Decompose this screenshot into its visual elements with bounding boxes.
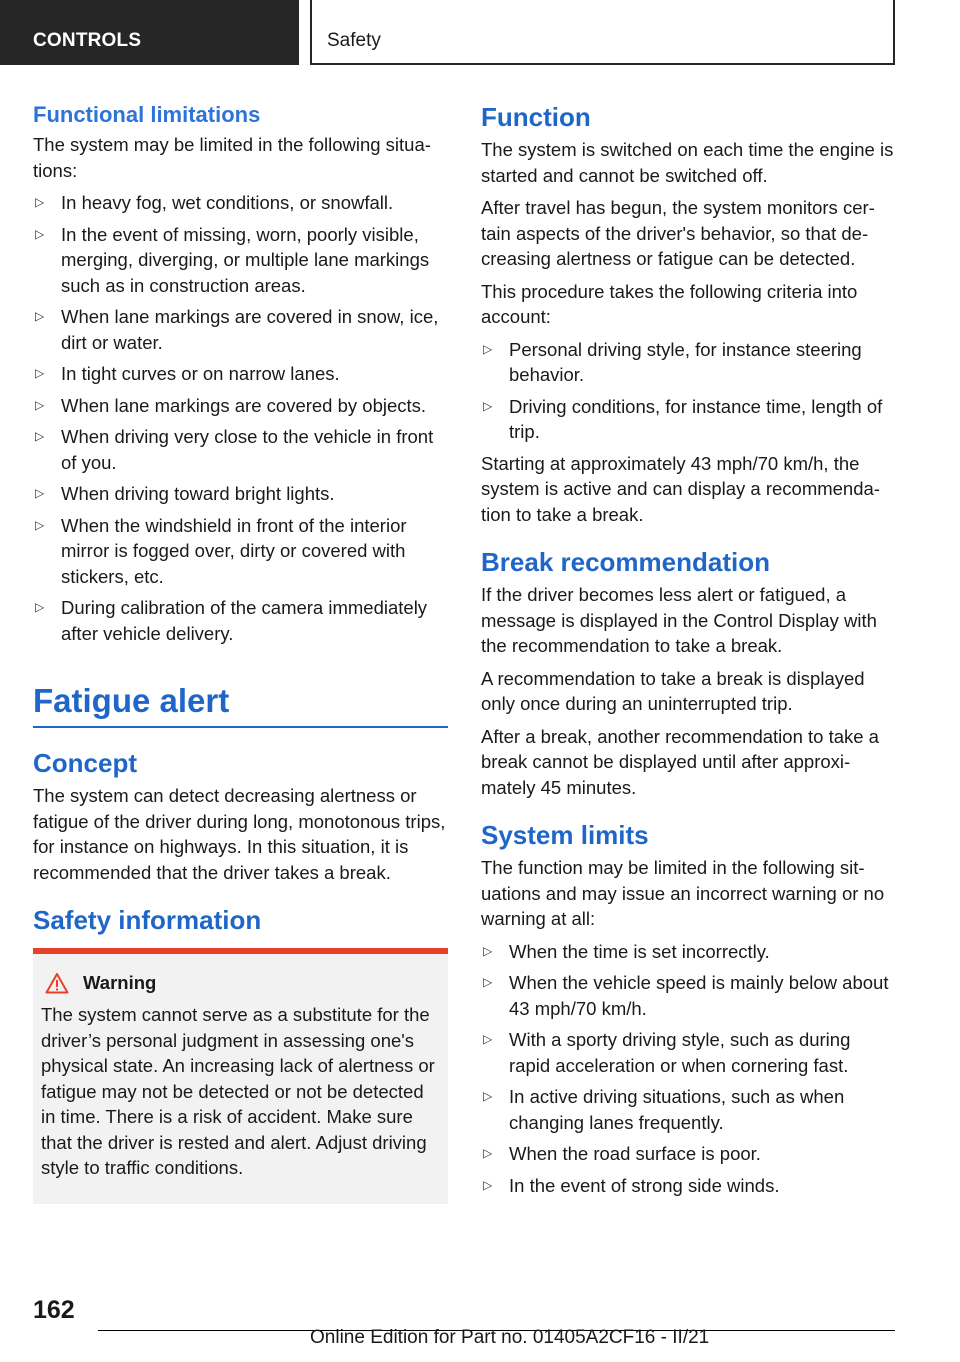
triangle-right-icon: ▷ xyxy=(35,226,45,241)
fatigue-alert-title: Fatigue alert xyxy=(33,682,448,728)
function-p4: Starting at approximately 43 mph/70 km/h, the system is active and can display a recommendation to take a break. xyxy=(481,452,880,525)
list-item: ▷ With a sporty driving style, such as during rapid acceleration or when cornering fast. xyxy=(483,1029,851,1076)
triangle-right-icon: ▷ xyxy=(483,943,493,958)
concept-heading: Concept xyxy=(33,748,137,778)
left-column xyxy=(33,96,448,1204)
function-criteria-list xyxy=(481,337,896,445)
page-number: 162 xyxy=(33,1296,75,1324)
safety-information-heading: Safety information xyxy=(33,905,262,935)
list-item: ▷ Personal driving style, for instance steering behavior. xyxy=(483,338,862,385)
list-item: ▷ When driving toward bright lights. xyxy=(33,481,448,507)
list-item: ▷ In heavy fog, wet conditions, or snowfall. xyxy=(33,190,448,216)
triangle-right-icon: ▷ xyxy=(35,486,45,500)
triangle-right-icon: ▷ xyxy=(35,309,45,323)
triangle-right-icon: ▷ xyxy=(35,366,45,380)
list-item: ▷ When the windshield in front of the interior mirror is fogged over, dirty or covered with stickers, etc. xyxy=(35,514,407,587)
functional-limitations-heading: Functional limitations xyxy=(33,102,261,127)
list-item: ▷ When lane markings are covered in snow, ice, dirt or water. xyxy=(35,306,439,353)
triangle-right-icon: ▷ xyxy=(483,1177,493,1192)
warning-text: The system cannot serve as a substitute for the driver’s personal judgment in assessing one's physical state. An increasing lack of alertness or fatigue may not be detected or not be detected in time. There is a risk of accident. Make sure that the driver is rested and alert. Adjust driving style to traffic conditions. xyxy=(41,1004,435,1178)
function-heading: Function xyxy=(481,102,591,132)
function-p3: This procedure takes the following criteria into account: xyxy=(481,280,858,327)
break-p3: After a break, another recommendation to take a break cannot be displayed until after approximately 45 minutes. xyxy=(481,725,879,798)
break-p1: If the driver becomes less alert or fatigued, a message is displayed in the Control Display with the recommendation to take a break. xyxy=(481,584,877,656)
triangle-right-icon: ▷ xyxy=(483,341,493,356)
system-limits-heading: System limits xyxy=(481,820,649,850)
list-item: ▷ When lane markings are covered by objects. xyxy=(33,393,448,419)
triangle-right-icon: ▷ xyxy=(35,397,45,412)
warning-box xyxy=(33,948,448,1204)
triangle-right-icon: ▷ xyxy=(483,398,493,413)
section-tab: CONTROLS xyxy=(0,0,299,65)
break-p2: A recommendation to take a break is displayed only once during an uninterrupted trip. xyxy=(481,667,865,714)
list-item: ▷ When the time is set incorrectly. xyxy=(481,939,896,965)
right-column xyxy=(481,96,896,1204)
system-limits-list xyxy=(481,939,896,1199)
concept-text: The system can detect decreasing alertness or fatigue of the driver during long, monotonous trips, for instance on highways. In this situation, it is recommended that the driver takes a break. xyxy=(33,785,446,883)
edition-text: Online Edition for Part no. 01405A2CF16 - II/21 xyxy=(310,1327,710,1348)
list-item: ▷ Driving conditions, for instance time, length of trip. xyxy=(483,395,883,442)
chapter-title: Safety xyxy=(310,0,895,65)
warning-title: Warning xyxy=(45,972,440,994)
list-item: ▷ In tight curves or on narrow lanes. xyxy=(33,361,448,387)
triangle-right-icon: ▷ xyxy=(35,429,45,443)
function-p1: The system is switched on each time the engine is started and cannot be switched off. xyxy=(481,139,894,186)
break-recommendation-heading: Break recommendation xyxy=(481,547,770,577)
list-item: ▷ In the event of missing, worn, poorly visible, merging, diverging, or multiple lane markings such as in construction areas. xyxy=(35,223,430,296)
triangle-right-icon: ▷ xyxy=(35,517,45,532)
list-item: ▷ In the event of strong side winds. xyxy=(481,1173,896,1199)
triangle-right-icon: ▷ xyxy=(35,195,45,209)
list-item: ▷ During calibration of the camera immediately after vehicle delivery. xyxy=(35,597,428,644)
triangle-right-icon: ▷ xyxy=(483,1089,493,1103)
functional-limitations-intro: The system may be limited in the following situations: xyxy=(33,134,431,181)
list-item: ▷ In active driving situations, such as when changing lanes frequently. xyxy=(483,1086,845,1133)
functional-limitations-list xyxy=(33,190,448,646)
function-p2: After travel has begun, the system monitors certain aspects of the driver's behavior, so that decreasing alertness or fatigue can be detected. xyxy=(481,197,875,269)
triangle-right-icon: ▷ xyxy=(483,975,493,989)
triangle-right-icon: ▷ xyxy=(35,600,45,614)
list-item: ▷ When driving very close to the vehicle in front of you. xyxy=(35,426,434,473)
warning-triangle-icon xyxy=(45,972,69,994)
list-item: ▷ When the road surface is poor. xyxy=(481,1141,896,1167)
list-item: ▷ When the vehicle speed is mainly below about 43 mph/70 km/h. xyxy=(483,972,889,1019)
triangle-right-icon: ▷ xyxy=(483,1146,493,1160)
triangle-right-icon: ▷ xyxy=(483,1032,493,1046)
system-limits-intro: The function may be limited in the following situations and may issue an incorrect warning or no warning at all: xyxy=(481,857,885,929)
